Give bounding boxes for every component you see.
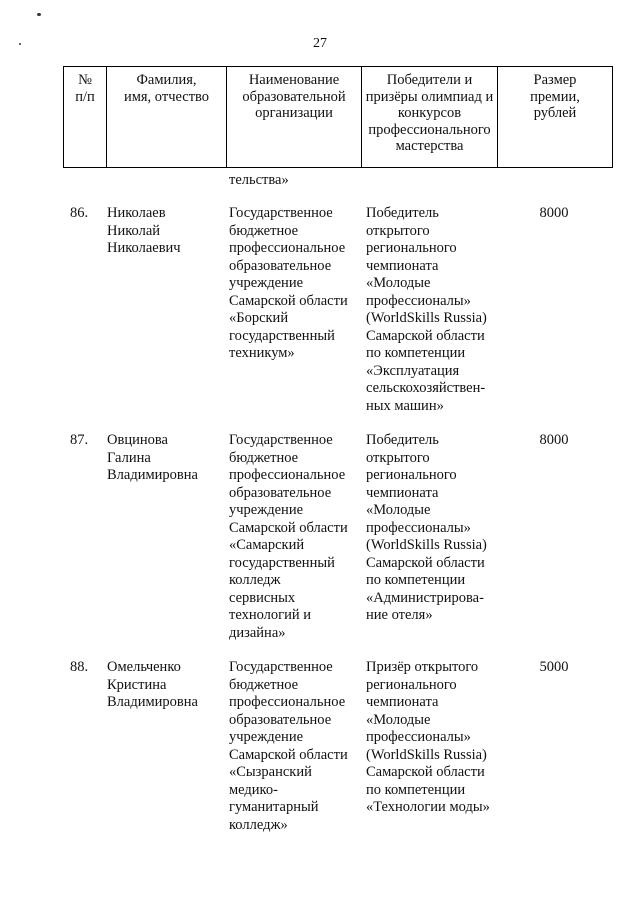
row-number: 88. (70, 659, 89, 675)
header-prize-amount: Размер премии, рублей (530, 72, 580, 121)
header-full-name: Фамилия, имя, отчество (107, 67, 227, 167)
header-achievement: Победители и призёры олимпиад и конкурсов профессионального мастерства (362, 67, 498, 167)
achievement-text: Победитель открытого регионального чемпионата «Молодые профессионалы» (WorldSkills Russia) Самарской области по компетенции «Эксплуатация сельскохозяйствен- ных машин» (366, 205, 487, 414)
prize-amount: 8000 (539, 432, 569, 448)
organization-name: Государственное бюджетное профессиональное образовательное учреждение Самарской области «Борский государственный техникум» (229, 205, 348, 361)
prize-amount: 8000 (539, 205, 569, 221)
person-name: Николаев Николай Николаевич (107, 205, 181, 256)
header-organization: Наименование образовательной организации (227, 67, 362, 167)
achievement-text: Призёр открытого регионального чемпионата «Молодые профессионалы» (WorldSkills Russia) Самарской области по компетенции «Технологии моды» (366, 659, 490, 815)
page-number: 27 (313, 36, 327, 51)
organization-name: Государственное бюджетное профессиональное образовательное учреждение Самарской области «Сызранский медико- гуманитарный колледж» (229, 659, 348, 833)
organization-name: Государственное бюджетное профессиональное образовательное учреждение Самарской области «Самарский государственный колледж сервисных технологий и дизайна» (229, 432, 348, 641)
prize-amount: 5000 (539, 659, 569, 675)
table-header (63, 66, 613, 168)
header-number: № п/п (64, 67, 107, 167)
row-number: 86. (70, 205, 89, 221)
scan-speck (37, 13, 41, 16)
person-name: Омельченко Кристина Владимировна (107, 659, 198, 710)
achievement-text: Победитель открытого регионального чемпионата «Молодые профессионалы» (WorldSkills Russia) Самарской области по компетенции «Администрирова- ние отеля» (366, 432, 487, 623)
person-name: Овцинова Галина Владимировна (107, 432, 198, 483)
row-number: 87. (70, 432, 89, 448)
carryover-text: тельства» (229, 172, 289, 188)
